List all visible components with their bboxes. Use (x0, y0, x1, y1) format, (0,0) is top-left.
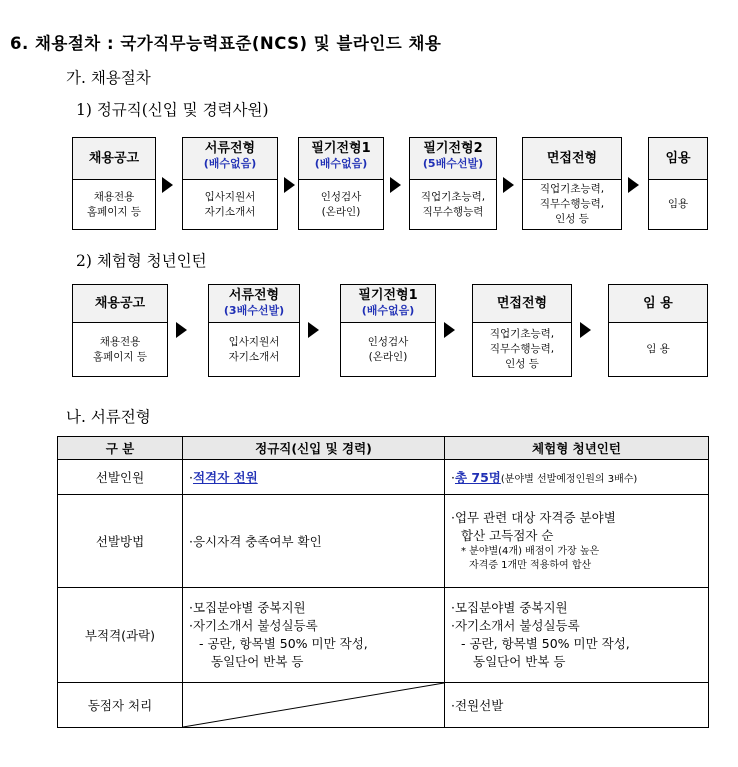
flow-step-title: 필기전형1 (311, 141, 371, 156)
flow-step-title: 면접전형 (546, 151, 598, 166)
flow-step-title: 임 용 (643, 296, 673, 311)
table-header-row (58, 437, 709, 460)
flow-step-title: 필기전형2 (423, 141, 483, 156)
document-screening-table (57, 436, 709, 728)
arrow-right-icon (628, 177, 639, 193)
header-regular: 정규직(신입 및 경력) (183, 437, 445, 460)
arrow-right-icon (503, 177, 514, 193)
cell-regular-empty (183, 683, 445, 728)
arrow-right-icon (580, 322, 591, 338)
flow-step-title: 임용 (665, 151, 691, 166)
flow-step-desc: 자기소개서 (228, 350, 280, 363)
link-all-qualified[interactable]: 적격자 전원 (192, 470, 258, 485)
header-intern: 체험형 청년인턴 (445, 437, 709, 460)
flow-step-desc: 채용전용 (93, 190, 135, 203)
flow-step-desc: (온라인) (368, 350, 408, 363)
flow-step-title: 필기전형1 (358, 288, 418, 303)
flow-step-desc: 입사지원서 (228, 335, 280, 348)
flow-step-desc: 직무수행능력, (539, 198, 605, 210)
row-label: 선발방법 (58, 495, 183, 588)
flow-step-subtitle: (배수없음) (361, 304, 415, 317)
flow-step-subtitle: (배수없음) (203, 157, 257, 170)
cell-regular: ·적격자 전원 (183, 460, 445, 495)
cell-intern: ·전원선발 (445, 683, 709, 728)
arrow-right-icon (176, 322, 187, 338)
flow-step-subtitle: (3배수선발) (223, 304, 285, 317)
flow-step-title: 채용공고 (94, 296, 146, 311)
flow-step-desc: 직업기초능력, (420, 190, 486, 203)
cell-regular: ·모집분야별 중복지원 ·자기소개서 불성실등록 - 공란, 항목별 50% 미만 작성, 동일단어 반복 등 (183, 588, 445, 683)
flow-step-desc: 직업기초능력, (489, 328, 555, 340)
flow-step-desc: 인성검사 (367, 335, 409, 348)
diagonal-line (183, 683, 444, 727)
flow-step-desc: 자기소개서 (204, 205, 256, 218)
arrow-right-icon (308, 322, 319, 338)
arrow-right-icon (284, 177, 295, 193)
flow-step-subtitle: (5배수선발) (422, 157, 484, 170)
row-label: 동점자 처리 (58, 683, 183, 728)
table-row (58, 495, 709, 588)
flow-step-title: 서류전형 (228, 288, 280, 303)
flow-step-desc: 채용전용 (99, 335, 141, 348)
flow-step-desc: 임용 (667, 198, 689, 210)
flow-step-desc: 인성검사 (320, 190, 362, 203)
flow-step-desc: 인성 등 (555, 213, 589, 225)
flow-step (608, 284, 708, 377)
flow-step (208, 284, 300, 377)
flow-step-title: 서류전형 (204, 141, 256, 156)
section-title: 6. 채용절차 : 국가직무능력표준(NCS) 및 블라인드 채용 (10, 34, 442, 53)
flow-step-desc: 입사지원서 (204, 190, 256, 203)
flow-step (409, 137, 497, 230)
flow-step (648, 137, 708, 230)
flow-step (182, 137, 278, 230)
flow-step-desc: 직업기초능력, (539, 183, 605, 195)
link-total-75[interactable]: 총 75명 (454, 470, 501, 485)
arrow-right-icon (162, 177, 173, 193)
flow-step-desc: (온라인) (321, 205, 361, 218)
flow-step-desc: 인성 등 (505, 358, 539, 370)
flow-step-desc: 직무수행능력, (489, 343, 555, 355)
cell-intern: ·총 75명(분야별 선발예정인원의 3배수) (445, 460, 709, 495)
row-label: 부적격(과락) (58, 588, 183, 683)
row-label: 선발인원 (58, 460, 183, 495)
subheading-intern: 2) 체험형 청년인턴 (76, 252, 207, 270)
flow-step (72, 284, 168, 377)
flow-step (522, 137, 622, 230)
flow-step-title: 채용공고 (88, 151, 140, 166)
flow-step (72, 137, 156, 230)
flow-step-subtitle: (배수없음) (314, 157, 368, 170)
flow-step-desc: 직무수행능력 (422, 205, 484, 218)
subheading-regular: 1) 정규직(신입 및 경력사원) (76, 101, 269, 119)
table-row (58, 588, 709, 683)
cell-intern: ·모집분야별 중복지원 ·자기소개서 불성실등록 - 공란, 항목별 50% 미만 작성, 동일단어 반복 등 (445, 588, 709, 683)
flow-step-title: 면접전형 (496, 296, 548, 311)
flow-step-desc: 홈페이지 등 (92, 350, 148, 363)
flow-step (298, 137, 384, 230)
flow-step (472, 284, 572, 377)
header-category: 구 분 (58, 437, 183, 460)
flow-step (340, 284, 436, 377)
table-row (58, 683, 709, 728)
arrow-right-icon (390, 177, 401, 193)
flow-step-desc: 임 용 (646, 343, 670, 355)
cell-intern: ·업무 관련 대상 자격증 분야별 합산 고득점자 순 * 분야별(4개) 배점이 가장 높은 자격증 1개만 적용하여 합산 (445, 495, 709, 588)
table-row (58, 460, 709, 495)
arrow-right-icon (444, 322, 455, 338)
cell-regular: ·응시자격 충족여부 확인 (183, 495, 445, 588)
subheading-document-screening: 나. 서류전형 (66, 408, 151, 426)
subheading-procedure: 가. 채용절차 (66, 69, 151, 87)
flow-step-desc: 홈페이지 등 (86, 205, 142, 218)
